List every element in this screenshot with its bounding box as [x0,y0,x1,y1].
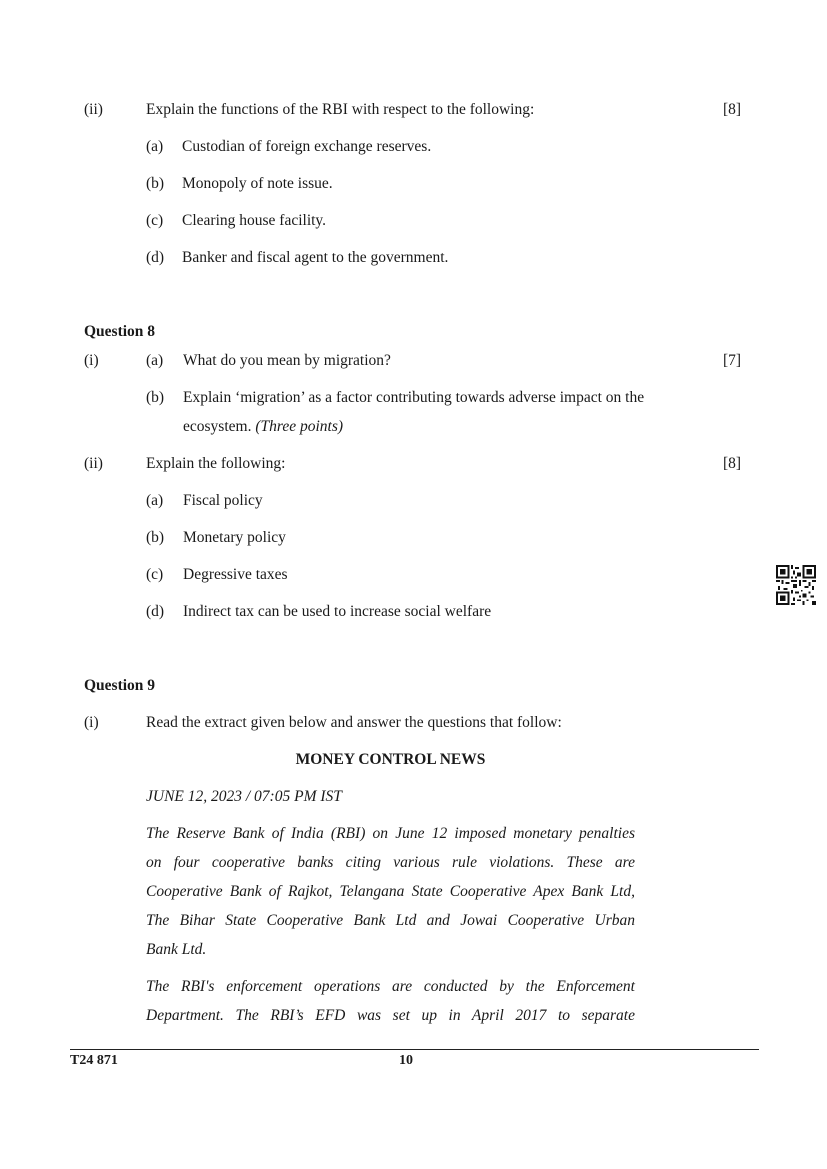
extract-para1-line4: The Bihar State Cooperative Bank Ltd and Jowai Cooperative Urban [146,912,635,929]
footer-rule [70,1049,759,1050]
q8-i-b-line2-text: ecosystem. [183,418,252,435]
question-9-heading: Question 9 [84,677,156,694]
q7-ii-b-text: Monopoly of note issue. [182,175,333,192]
q8-i-a-text: What do you mean by migration? [183,352,391,369]
q7-ii-b-label: (b) [146,175,165,192]
q7-ii-c-text: Clearing house facility. [182,212,327,229]
q8-ii-a-label: (a) [146,492,164,509]
q7-ii-text: Explain the functions of the RBI with respect to the following: [146,101,535,118]
q8-ii-d-text: Indirect tax can be used to increase social welfare [183,603,492,620]
extract-para1-line5: Bank Ltd. [146,941,207,958]
footer-code: T24 871 [70,1053,118,1068]
q8-ii-c-label: (c) [146,566,164,583]
q7-ii-d-text: Banker and fiscal agent to the government. [182,249,449,266]
q8-i-b-line1: Explain ‘migration’ as a factor contributing towards adverse impact on the [183,389,645,406]
extract-para1-line1: The Reserve Bank of India (RBI) on June 12 imposed monetary penalties [146,825,635,842]
q8-ii-d-label: (d) [146,603,165,620]
q8-ii-text: Explain the following: [146,455,286,472]
q8-i-b-note: (Three points) [255,418,344,435]
extract-para2-line2: Department. The RBI’s EFD was set up in April 2017 to separate [146,1007,635,1024]
q8-ii-number: (ii) [84,455,103,472]
q9-i-text: Read the extract given below and answer the questions that follow: [146,714,562,731]
extract-title: MONEY CONTROL NEWS [295,751,486,768]
page-number: 10 [399,1053,413,1068]
q7-ii-marks: [8] [723,101,742,118]
qr-code-icon [776,565,816,605]
q7-ii-d-label: (d) [146,249,165,266]
q8-ii-a-text: Fiscal policy [183,492,263,509]
q7-ii-c-label: (c) [146,212,164,229]
extract-date: JUNE 12, 2023 / 07:05 PM IST [146,788,342,805]
q8-i-marks: [7] [723,352,742,369]
q8-ii-marks: [8] [723,455,742,472]
question-8-heading: Question 8 [84,323,156,340]
extract-para1-line2: on four cooperative banks citing various rule violations. These are [146,854,635,871]
q8-i-number: (i) [84,352,99,369]
extract-para2-line1: The RBI's enforcement operations are conducted by the Enforcement [146,978,635,995]
q8-ii-b-label: (b) [146,529,165,546]
q8-i-b-line2 [183,418,343,436]
q7-ii-number: (ii) [84,101,103,118]
q8-i-a-label: (a) [146,352,164,369]
q8-ii-b-text: Monetary policy [183,529,286,546]
q9-i-number: (i) [84,714,99,731]
q8-i-b-label: (b) [146,389,165,406]
extract-para1-line3: Cooperative Bank of Rajkot, Telangana State Cooperative Apex Bank Ltd, [146,883,635,900]
q7-ii-a-label: (a) [146,138,164,155]
q8-ii-c-text: Degressive taxes [183,566,288,583]
q7-ii-a-text: Custodian of foreign exchange reserves. [182,138,432,155]
